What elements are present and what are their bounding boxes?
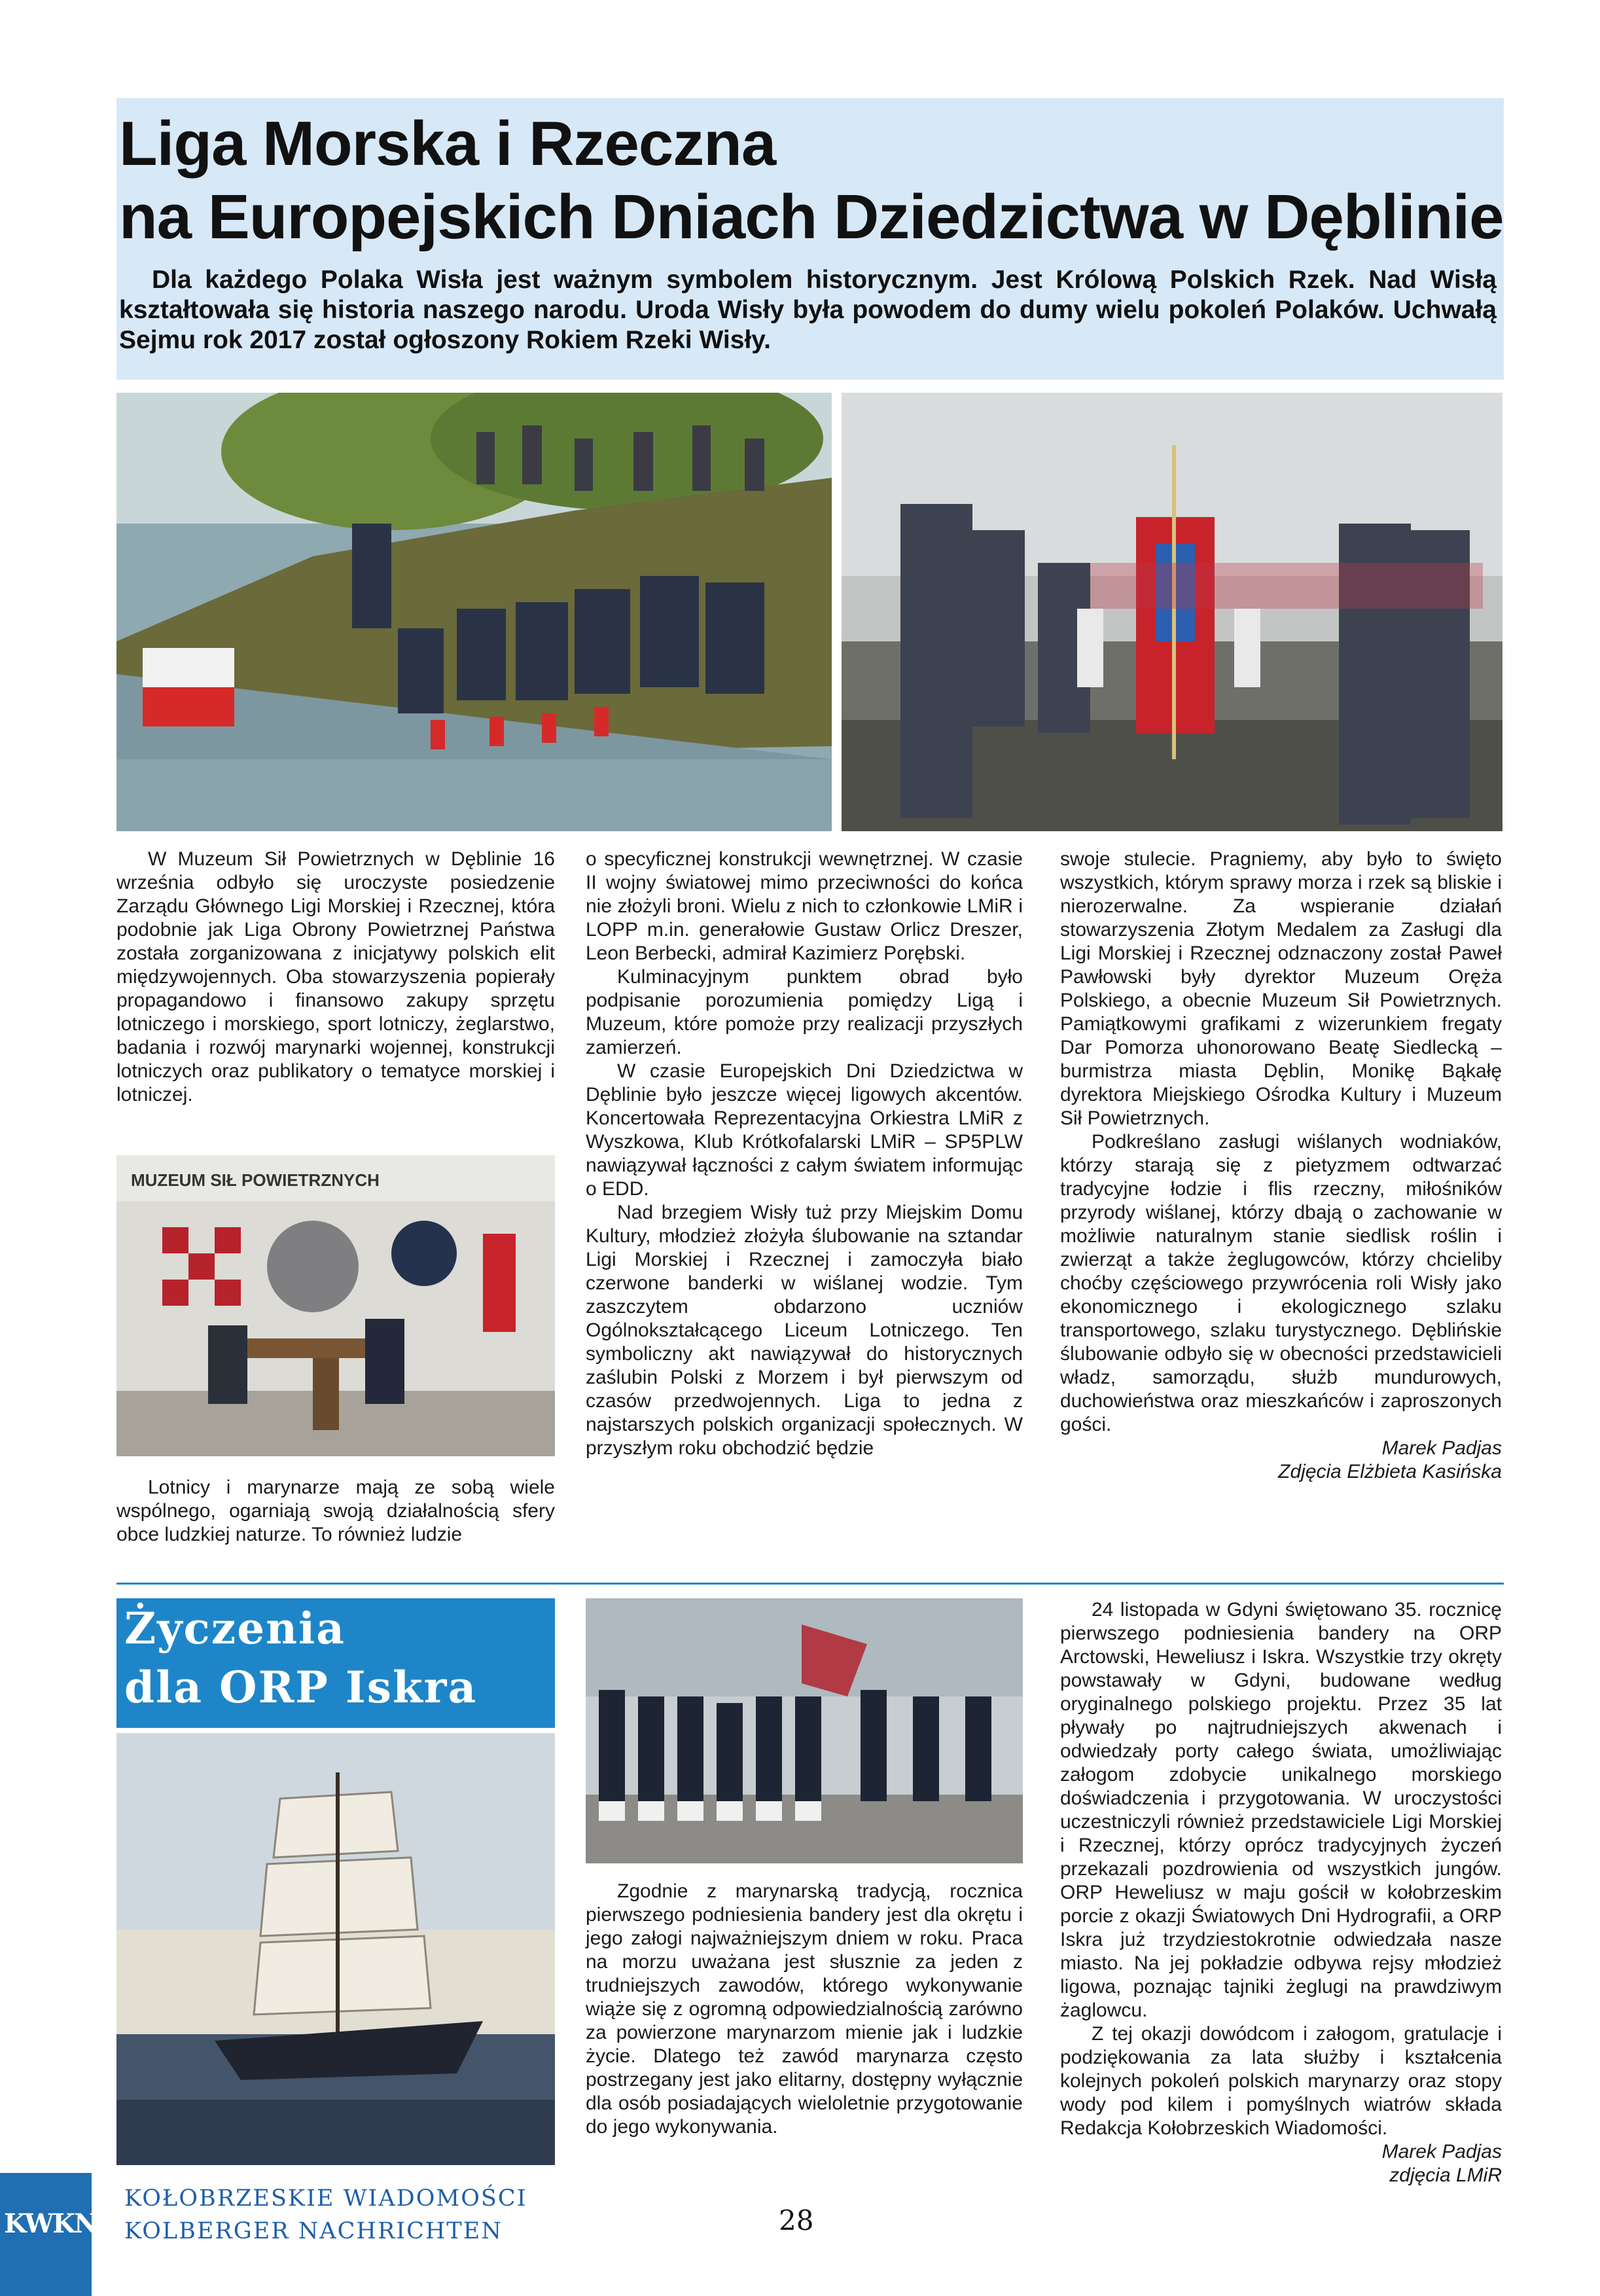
article1-paragraph: Podkreślano zasługi wiślanych wodniaków, którzy starają się z pietyzmem odtwarzać tradycyjne łodzie i flis rzeczny, miłośników przyrody wiślanej, którzy dbają o zachowanie w możliwie naturalnym stanie siedlisk roślin i zwierząt a także żeglugowców, którzy chcieliby choćby częściowego przywrócenia roli Wisły jako ekonomicznego i ekologicznego szlaku transportowego, szlaku turystycznego. Dęblińskie ślubowanie odbyło się w obecności przedstawicieli władz, samorządu, służb mundurowych, duchowieństwa oraz mieszkańców i zaproszonych gości.	[1060, 1131, 1502, 1435]
photo-river-ceremony	[116, 393, 832, 831]
photo-museum-signing-image	[116, 1155, 555, 1456]
article1-photo-credit: Zdjęcia Elżbieta Kasińska	[1278, 1461, 1502, 1482]
article1-paragraph: Kulminacyjnym punktem obrad było podpisanie porozumienia pomiędzy Ligą i Muzeum, które pomoże przy realizacji przyszłych zamierzeń.	[586, 966, 1023, 1058]
article2-title-line1: Życzenia	[124, 1603, 346, 1654]
article1-column1	[116, 848, 555, 1107]
article1-column1-cont	[116, 1476, 555, 1547]
article1-paragraph: o specyficznej konstrukcji wewnętrznej. W czasie II wojny światowej mimo przeciwności do końca nie złożyli broni. Wielu z nich to członkowie LMiR i LOPP m.in. generałowie Gustaw Orlicz Dreszer, Leon Berbecki, admirał Kazimierz Porębski.	[586, 848, 1023, 964]
footer-title-german: KOLBERGER NACHRICHTEN	[124, 2218, 503, 2244]
article2-author: Marek Padjas	[1381, 2141, 1502, 2162]
museum-sign: MUZEUM SIŁ POWIETRZNYCH	[131, 1170, 380, 1190]
lead-text: Dla każdego Polaka Wisła jest ważnym symbolem historycznym. Jest Królową Polskich Rzek. Nad Wisłą kształtowała się historia naszego narodu. Uroda Wisły była powodem do dumy wielu pokoleń Polaków. Uchwałą Sejmu rok 2017 został ogłoszony Rokiem Rzeki Wisły.	[119, 266, 1497, 354]
photo-banner-oath-image	[842, 393, 1502, 831]
article2-paragraph: Zgodnie z marynarską tradycją, rocznica pierwszego podniesienia bandery jest dla okrętu i jego załogi najważniejszym dniem w roku. Praca na morzu uważana jest słusznie za jeden z trudniejszych zawodów, którego wykonywanie wiąże się z ogromną odpowiedzialnością zarówno za powierzone marynarzom mienie jak i ludzkie życie. Dlatego też zawód marynarza często postrzegany jest jako elitarny, dostępny wyłącznie dla osób posiadających wieloletnie przygotowanie do jego wykonywania.	[586, 1880, 1023, 2138]
photo-navy-parade	[586, 1598, 1023, 1863]
publication-logo-text: KWKN	[4, 2208, 97, 2239]
article1-paragraph: Lotnicy i marynarze mają ze sobą wiele wspólnego, ogarniają swoją działalnością sfery obce ludzkiej naturze. To również ludzie	[116, 1477, 555, 1545]
article1-paragraph: W Muzeum Sił Powietrznych w Dęblinie 16 września odbyło się uroczyste posiedzenie Zarządu Głównego Ligi Morskiej i Rzecznej, która podobnie jak Liga Obrony Powietrznej Państwa została zorganizowana z inicjatywy polskich elit międzywojennych. Oba stowarzyszenia popierały propagandowo i finansowo zakupy sprzętu lotniczego i morskiego, sport lotniczy, żeglarstwo, badania i rozwój marynarki wojennej, konstrukcji lotniczych oraz publikatory o tematyce morskiej i lotniczej.	[116, 848, 555, 1105]
page-number: 28	[779, 2204, 814, 2236]
publication-logo	[0, 2173, 97, 2296]
article1-column2	[586, 848, 1023, 1460]
photo-museum-signing	[116, 1155, 555, 1456]
section-divider	[116, 1583, 1504, 1585]
article2-column-right	[1060, 1598, 1502, 2187]
article1-paragraph: Nad brzegiem Wisły tuż przy Miejskim Domu Kultury, młodzież złożyła ślubowanie na sztandar Ligi Morskiej i Rzecznej i zamoczyła biało czerwone banderki w wiślanej wodzie. Tym zaszczytem obdarzono uczniów Ogólnokształcącego Liceum Lotniczego. Ten symboliczny akt nawiązywał do historycznych zaślubin Polski z Morzem i był pierwszym od czasów przedwojennych. Liga to jedna z najstarszych polskich organizacji społecznych. W przyszłym roku obchodzić będzie	[586, 1202, 1023, 1459]
lead-paragraph	[119, 265, 1497, 355]
photo-tall-ship-image	[116, 1733, 555, 2165]
article2-title-line2: dla ORP Iskra	[124, 1662, 478, 1713]
photo-tall-ship	[116, 1733, 555, 2165]
article1-paragraph: swoje stulecie. Pragniemy, aby było to święto wszystkich, którym sprawy morza i rzek są bliskie i nierozerwalne. Za wspieranie działań stowarzyszenia Złotym Medalem za Zasługi dla Ligi Morskiej i Rzecznej odznaczony został Paweł Pawłowski były dyrektor Muzeum Oręża Polskiego, a obecnie Muzeum Sił Powietrznych. Pamiątkowymi grafikami z wizerunkiem fregaty Dar Pomorza uhonorowano Beatę Siedlecką – burmistrza miasta Dęblin, Monikę Bąkałę dyrektora Miejskiego Ośrodka Kultury i Muzeum Sił Powietrznych.	[1060, 848, 1502, 1129]
article1-author: Marek Padjas	[1381, 1437, 1502, 1459]
article2-column-middle	[586, 1880, 1023, 2139]
article2-paragraph: 24 listopada w Gdyni świętowano 35. rocznicę pierwszego podniesienia bandery na ORP Arctowski, Heweliusz i Iskra. Wszystkie trzy okręty powstawały w Gdyni, budowane według oryginalnego polskiego projektu. Przez 35 lat pływały po najtrudniejszych akwenach i odwiedzały porty całego świata, umożliwiając załogom zdobycie unikalnego morskiego doświadczenia i przygotowania. W uroczystości uczestniczyli również przedstawiciele Ligi Morskiej i Rzecznej, którzy oprócz tradycyjnych życzeń przekazali pozdrowienia od wszystkich jungów. ORP Heweliusz w maju gościł w kołobrzeskim porcie z okazji Światowych Dni Hydrografii, a ORP Iskra już trzydziestokrotnie odwiedzała nasze miasto. Na jej pokładzie odbywa rejsy młodzież ligowa, poznając tajniki żeglugi na prawdziwym żaglowcu.	[1060, 1599, 1502, 2021]
article1-paragraph: W czasie Europejskich Dni Dziedzictwa w Dęblinie było jeszcze więcej ligowych akcentów. Koncertowała Reprezentacyjna Orkiestra LMiR z Wyszkowa, Klub Krótkofalarski LMiR – SP5PLW nawiązywał łączności z całym światem informując o EDD.	[586, 1060, 1023, 1200]
photo-banner-oath	[842, 393, 1502, 831]
photo-navy-parade-image	[586, 1598, 1023, 1863]
article-title-line1: Liga Morska i Rzeczna	[119, 109, 776, 179]
footer-title-polish: KOŁOBRZESKIE WIADOMOŚCI	[124, 2185, 527, 2212]
article2-photo-credit: zdjęcia LMiR	[1389, 2164, 1502, 2186]
article2-paragraph: Z tej okazji dowódcom i załogom, gratulacje i podziękowania za lata służby i kształcenia kolejnych pokoleń polskich marynarzy oraz stopy wody pod kilem i pomyślnych wiatrów składa Redakcja Kołobrzeskich Wiadomości.	[1060, 2023, 1502, 2139]
article1-column3	[1060, 848, 1502, 1484]
photo-river-ceremony-image	[116, 393, 832, 831]
article-title-line2: na Europejskich Dniach Dziedzictwa w Dęblinie	[119, 182, 1504, 252]
